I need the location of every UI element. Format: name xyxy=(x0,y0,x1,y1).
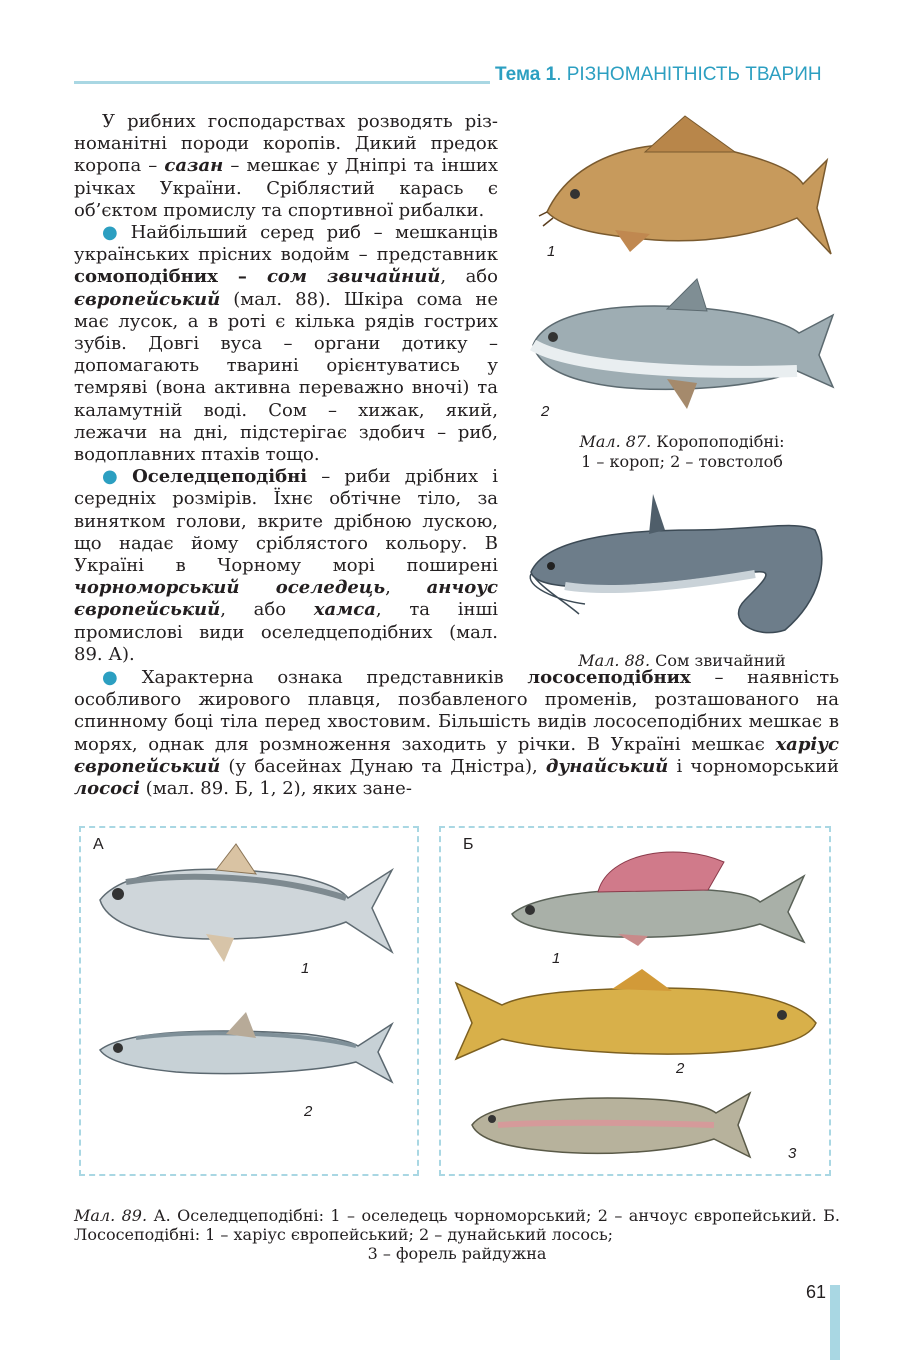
anchovy-illustration xyxy=(96,1010,396,1090)
paragraph-carp: У рибних господарствах розводять різноманітні породи коропів. Дикий предок коропа – сазан – мешкає у Дніпрі та інших річках України. Сріблястий карась є об’єктом промислу та спортивної рибалки. xyxy=(74,111,498,221)
fig89b-number-2: 2 xyxy=(676,1060,685,1077)
fig89a-number-1: 1 xyxy=(301,960,310,977)
topic-header: Тема 1. РІЗНОМАНІТНІСТЬ ТВАРИН xyxy=(495,64,822,85)
bullet-icon: ● xyxy=(102,222,125,244)
rainbow-trout-illustration xyxy=(468,1085,753,1165)
fig88-caption: Мал. 88. Сом звичайний xyxy=(578,651,786,670)
fig89-label-b: Б xyxy=(463,836,474,853)
fig89-label-a: А xyxy=(93,836,104,853)
danube-salmon-illustration xyxy=(452,965,822,1065)
grayling-illustration xyxy=(508,842,808,947)
bighead-carp-illustration xyxy=(527,275,837,410)
bullet-icon: ● xyxy=(102,466,127,488)
fig89b-number-3: 3 xyxy=(788,1145,797,1162)
header-rule xyxy=(74,81,490,84)
fig89-caption: Мал. 89. А. Оселедцеподібні: 1 – оселедець чорноморський; 2 – анчоус європейський. Б. Лососеподібні: 1 – харіус європейський; 2 – дунайський лосось; 3 – форель райдужна xyxy=(74,1206,841,1263)
page-number: 61 xyxy=(806,1282,827,1302)
text-column xyxy=(74,111,498,666)
fig87-number-2: 2 xyxy=(541,403,550,420)
bullet-icon: ● xyxy=(102,667,136,688)
carp-illustration xyxy=(535,112,835,262)
paragraph-catfish: ● Найбільший серед риб – мешканців українських прісних водойм – представник сомоподібних – сом звичайний, або європейський (мал. 88). Шкіра сома не має лусок, а в роті є кілька рядів гострих зубів. Довгі вуса – органи дотику – допомагають тварині орієнтуватись у темряві (вона активна переважно вночі) та каламутній воді. Сом – хижак, який, лежачи на дні, підстерігає здобич – риб, водоплавних птахів тощо. xyxy=(74,222,498,466)
fig87-caption: Мал. 87. Коропоподібні: 1 – короп; 2 – товстолоб xyxy=(579,432,785,471)
catfish-illustration xyxy=(525,490,830,640)
paragraph-salmon: ● Характерна ознака представників лососеподібних – наявність особливого жирового плавця, позбавленого променів, розташованого на спинному боці тіла перед хвостовим. Більшість видів лососеподібних мешкає в морях, однак для розмноження заходить у річки. В Україні мешкає харіус європейський (у басейнах Дунаю та Дністра), дунайський і чорноморський лососі (мал. 89. Б, 1, 2), яких зане- xyxy=(74,667,839,800)
side-margin-bar xyxy=(830,1285,840,1360)
fig89a-number-2: 2 xyxy=(304,1103,313,1120)
paragraph-herring: ● Оселедцеподібні – риби дрібних і середніх розмірів. Їхнє обтічне тіло, за винятком голови, вкрите дрібною лускою, що надає йому сріблястого кольору. В Україні в Чорному морі поширені чорноморський оселедець, анчоус європейський, або хамса, та інші промислові види оселедцеподібних (мал. 89. А). xyxy=(74,466,498,665)
black-sea-herring-illustration xyxy=(96,842,396,967)
fig87-number-1: 1 xyxy=(547,243,556,260)
text-full-width xyxy=(74,667,839,800)
fig89b-number-1: 1 xyxy=(552,950,561,967)
